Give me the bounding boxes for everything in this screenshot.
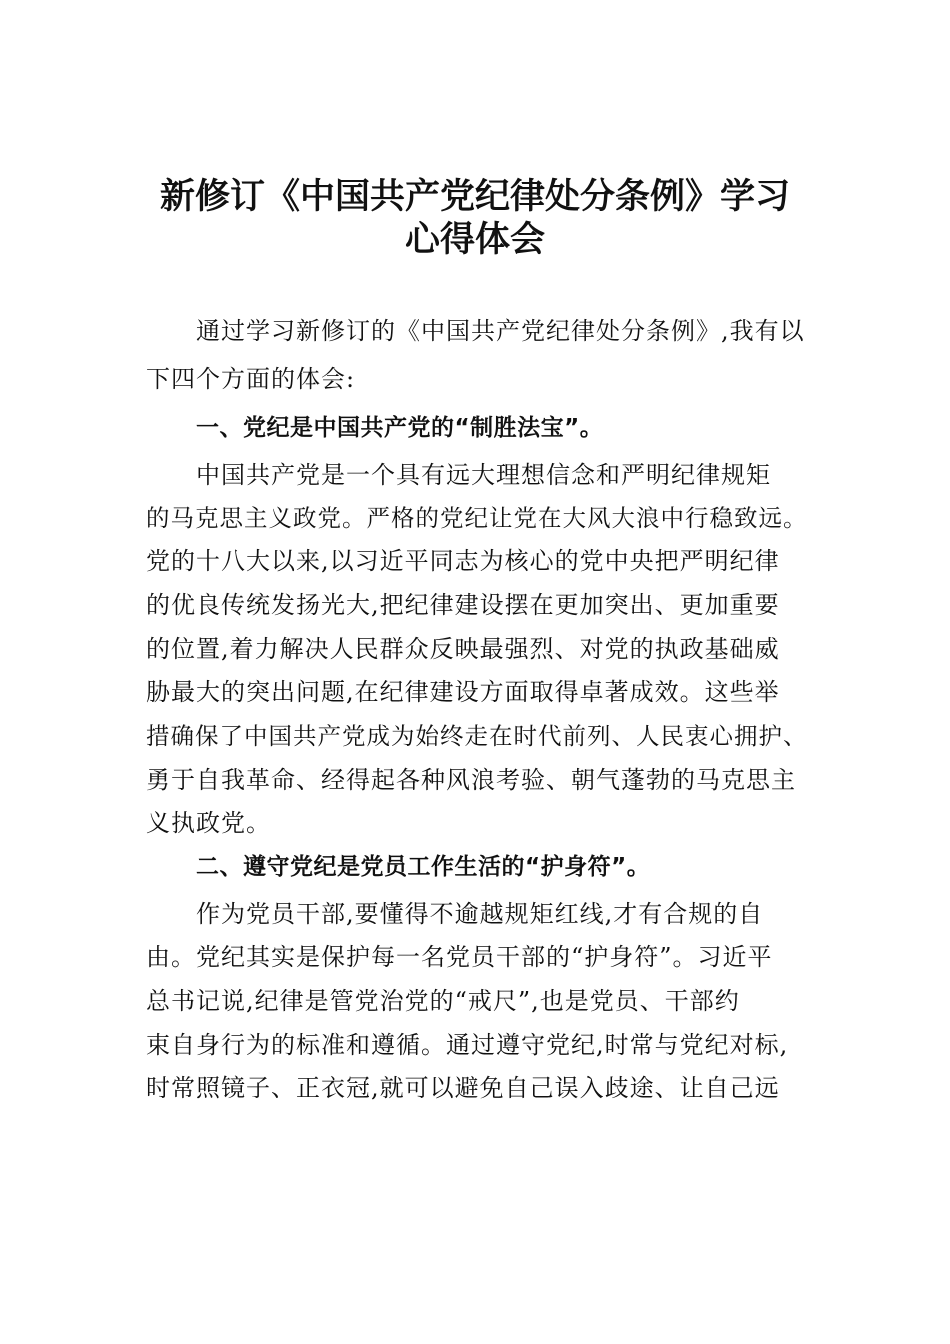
document-title-line-2: 心得体会 xyxy=(404,220,545,260)
section-2-line: 作为党员干部,要懂得不逾越规矩红线,才有合规的自 xyxy=(196,900,764,928)
section-1-line: 的位置,着力解决人民群众反映最强烈、对党的执政基础威 xyxy=(146,635,780,663)
section-1-line: 的马克思主义政党。严格的党纪让党在大风大浪中行稳致远。 xyxy=(146,504,808,532)
section-1-line: 义执政党。 xyxy=(146,809,271,837)
section-1-line: 措确保了中国共产党成为始终走在时代前列、人民衷心拥护、 xyxy=(146,722,808,750)
section-2-line: 总书记说,纪律是管党治党的“戒尺”,也是党员、干部约 xyxy=(146,987,740,1015)
section-1-line: 党的十八大以来,以习近平同志为核心的党中央把严明纪律 xyxy=(146,547,780,575)
intro-line-1: 通过学习新修订的《中国共产党纪律处分条例》,我有以 xyxy=(196,317,805,345)
section-2-line: 由。党纪其实是保护每一名党员干部的“护身符”。习近平 xyxy=(146,943,773,971)
section-1-line: 勇于自我革命、经得起各种风浪考验、朝气蓬勃的马克思主 xyxy=(146,766,796,794)
section-1-line: 的优良传统发扬光大,把纪律建设摆在更加突出、更加重要 xyxy=(146,591,780,619)
intro-line-2: 下四个方面的体会: xyxy=(146,365,356,393)
section-1-line: 中国共产党是一个具有远大理想信念和严明纪律规矩 xyxy=(196,461,771,489)
section-1-line: 胁最大的突出问题,在纪律建设方面取得卓著成效。这些举 xyxy=(146,678,780,706)
section-2-heading: 二、遵守党纪是党员工作生活的“护身符”。 xyxy=(196,854,651,880)
section-1-heading: 一、党纪是中国共产党的“制胜法宝”。 xyxy=(196,415,604,441)
section-2-line: 时常照镜子、正衣冠,就可以避免自己误入歧途、让自己远 xyxy=(146,1074,780,1102)
section-2-line: 束自身行为的标准和遵循。通过遵守党纪,时常与党纪对标, xyxy=(146,1031,789,1059)
document-title-line-1: 新修订《中国共产党纪律处分条例》学习 xyxy=(159,177,790,217)
